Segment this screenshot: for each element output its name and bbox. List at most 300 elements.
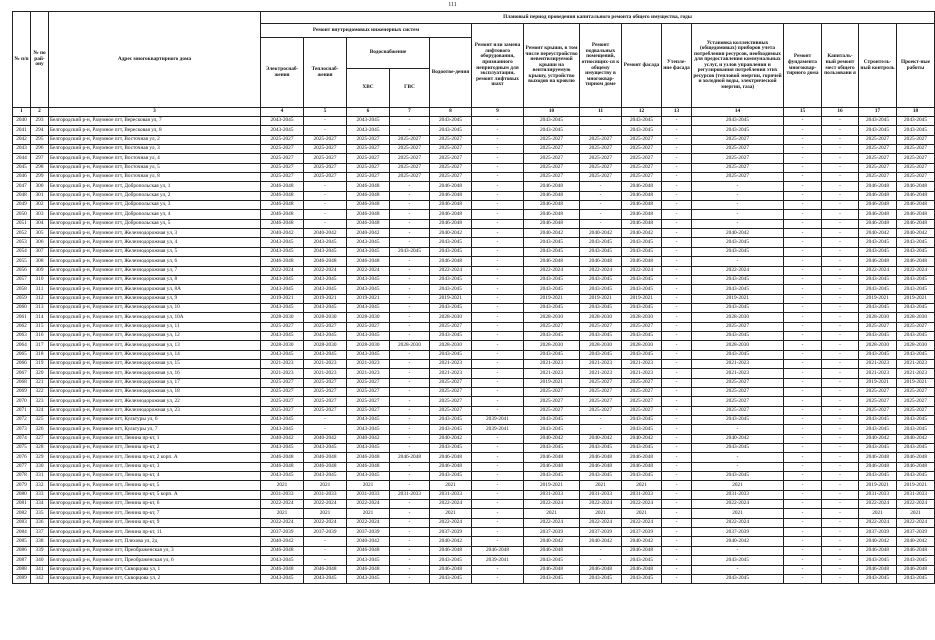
table-cell: 2025-2027 <box>622 387 662 396</box>
table-cell: 2021-2023 <box>261 369 304 378</box>
address-cell: Белгородский р-н, Разумное пгт, Восточная ул, 2 <box>49 135 261 144</box>
table-cell: 2040-2042 <box>430 229 472 238</box>
header-vodootvedenie: Водоотве-дения <box>430 38 472 108</box>
table-cell: 2028-2030 <box>304 313 347 322</box>
table-cell: 2025-2027 <box>261 322 304 331</box>
table-cell: - <box>784 238 822 247</box>
table-cell: - <box>822 238 859 247</box>
table-cell: 2025-2027 <box>347 173 390 182</box>
table-cell: 293 <box>31 117 49 126</box>
table-row <box>13 481 935 490</box>
table-cell: 2025-2027 <box>580 378 622 387</box>
table-cell: - <box>662 210 692 219</box>
table-cell: - <box>472 313 524 322</box>
table-cell: - <box>784 163 822 172</box>
table-cell: 2051 <box>13 219 31 228</box>
table-cell: 2067 <box>13 369 31 378</box>
table-row <box>13 528 935 537</box>
table-cell: 2025-2027 <box>897 397 935 406</box>
table-cell: 2019-2021 <box>347 294 390 303</box>
table-cell: 2043-2045 <box>897 472 935 481</box>
table-cell: 2046-2048 <box>347 453 390 462</box>
table-cell: 2025-2027 <box>430 145 472 154</box>
table-cell: 2025-2027 <box>430 378 472 387</box>
table-cell: 2025-2027 <box>347 378 390 387</box>
address-cell: Белгородский р-н, Разумное пгт, Ленина пр-кт, 3 <box>49 462 261 471</box>
table-cell: - <box>784 528 822 537</box>
table-cell: - <box>784 537 822 546</box>
table-cell: 2043-2045 <box>390 247 430 256</box>
table-cell: 2022-2024 <box>524 500 580 509</box>
table-cell: - <box>662 219 692 228</box>
table-cell: 2046-2048 <box>622 453 662 462</box>
table-cell: 2022-2024 <box>580 518 622 527</box>
table-cell: - <box>784 266 822 275</box>
table-cell: 2019-2021 <box>859 481 897 490</box>
table-cell: 2043-2045 <box>261 444 304 453</box>
table-cell: 316 <box>31 331 49 340</box>
table-cell: 2040-2042 <box>622 537 662 546</box>
table-cell: 2031-2033 <box>859 490 897 499</box>
table-cell: 2043-2045 <box>304 247 347 256</box>
table-cell: 2078 <box>13 472 31 481</box>
header-meters: Установка коллективных (общедомовых) приборов учета потребления ресурсов, необходимых для предоставления коммунальных услуг, и узлов управления и регулирования потребления этих ресурсов (тепловой энергии, горячей и холодной воды, электрической энергии, газа) <box>692 24 784 108</box>
table-cell: - <box>472 378 524 387</box>
table-row <box>13 294 935 303</box>
table-cell: 2043-2045 <box>430 416 472 425</box>
table-cell: 2043-2045 <box>622 247 662 256</box>
address-cell: Белгородский р-н, Разумное пгт, Ленина пр-кт, 4 <box>49 472 261 481</box>
table-cell: - <box>472 182 524 191</box>
table-cell: 2045 <box>13 163 31 172</box>
table-cell: - <box>472 331 524 340</box>
table-cell: - <box>784 117 822 126</box>
table-row <box>13 191 935 200</box>
table-cell: 2028-2030 <box>897 313 935 322</box>
table-cell: 2028-2030 <box>692 341 784 350</box>
table-row <box>13 285 935 294</box>
table-cell: 2040-2042 <box>524 229 580 238</box>
table-cell: 2046-2048 <box>347 219 390 228</box>
table-cell: 2039-2041 <box>472 416 524 425</box>
header-gvs: ГВС <box>390 69 430 108</box>
table-cell: 2025-2027 <box>304 322 347 331</box>
table-cell: 2043-2045 <box>347 425 390 434</box>
table-cell: 2022-2024 <box>347 500 390 509</box>
table-cell: 2043-2045 <box>622 117 662 126</box>
table-cell: 2043-2045 <box>622 285 662 294</box>
table-cell: 2019-2021 <box>524 294 580 303</box>
table-cell: 2025-2027 <box>390 173 430 182</box>
column-number: 5 <box>304 108 347 117</box>
table-cell: 338 <box>31 537 49 546</box>
table-cell: - <box>784 416 822 425</box>
table-cell: - <box>822 378 859 387</box>
table-cell: - <box>472 275 524 284</box>
table-cell: 2046-2048 <box>304 565 347 574</box>
table-cell: 2046-2048 <box>430 546 472 555</box>
table-cell: 2043-2045 <box>430 472 472 481</box>
table-cell: 2022-2024 <box>524 518 580 527</box>
table-cell: 2043-2045 <box>261 574 304 583</box>
table-cell: - <box>472 369 524 378</box>
table-cell: 2025-2027 <box>859 387 897 396</box>
table-cell: - <box>822 574 859 583</box>
table-cell: - <box>390 294 430 303</box>
table-cell: - <box>822 565 859 574</box>
table-cell: - <box>390 201 430 210</box>
table-cell: 2022-2024 <box>692 500 784 509</box>
table-cell: 2046-2048 <box>347 462 390 471</box>
table-cell: 2040-2042 <box>897 434 935 443</box>
table-cell: 2059 <box>13 294 31 303</box>
table-cell: - <box>692 462 784 471</box>
table-cell: - <box>822 275 859 284</box>
table-cell: 2046-2048 <box>430 565 472 574</box>
table-cell: 307 <box>31 247 49 256</box>
table-cell: 2040-2042 <box>347 434 390 443</box>
table-cell: - <box>784 145 822 154</box>
table-cell: 2046-2048 <box>261 462 304 471</box>
table-cell: 2025-2027 <box>347 406 390 415</box>
table-row <box>13 275 935 284</box>
table-cell: 2043-2045 <box>692 472 784 481</box>
table-cell: 2021 <box>304 481 347 490</box>
table-cell: 2043-2045 <box>347 275 390 284</box>
table-cell: - <box>580 219 622 228</box>
table-cell: 2021-2023 <box>304 369 347 378</box>
table-cell: 2065 <box>13 350 31 359</box>
table-cell: 2046-2048 <box>524 565 580 574</box>
table-cell: 2046-2048 <box>897 565 935 574</box>
table-cell: - <box>662 201 692 210</box>
table-cell: - <box>662 294 692 303</box>
table-cell: - <box>580 201 622 210</box>
table-cell: 2043-2045 <box>580 285 622 294</box>
table-cell: - <box>822 434 859 443</box>
table-cell: - <box>822 117 859 126</box>
table-cell: - <box>662 117 692 126</box>
address-cell: Белгородский р-н, Разумное пгт, Ленина пр-кт, 2 <box>49 444 261 453</box>
table-cell: - <box>822 145 859 154</box>
table-cell: 2061 <box>13 313 31 322</box>
table-cell: - <box>692 182 784 191</box>
table-row <box>13 574 935 583</box>
table-cell: 2025-2027 <box>261 397 304 406</box>
table-cell: 2025-2027 <box>524 387 580 396</box>
table-cell: 2025-2027 <box>524 145 580 154</box>
table-cell: 2043-2045 <box>524 303 580 312</box>
table-row <box>13 350 935 359</box>
table-cell: 342 <box>31 574 49 583</box>
table-cell: 2028-2030 <box>390 341 430 350</box>
table-cell: - <box>822 219 859 228</box>
table-cell: 2043-2045 <box>347 126 390 135</box>
table-cell: - <box>304 556 347 565</box>
table-cell: 2040-2042 <box>622 229 662 238</box>
table-cell: 2021 <box>580 509 622 518</box>
table-cell: - <box>472 509 524 518</box>
table-cell: 2025-2027 <box>580 406 622 415</box>
table-cell: 2043-2045 <box>524 425 580 434</box>
table-cell: 2072 <box>13 416 31 425</box>
table-cell: 2021 <box>692 509 784 518</box>
table-cell: - <box>784 406 822 415</box>
table-cell: 2025-2027 <box>430 406 472 415</box>
header-design: Проект-ные работы <box>897 24 935 108</box>
table-cell: 2043-2045 <box>859 126 897 135</box>
table-cell: 2021-2023 <box>347 359 390 368</box>
address-cell: Белгородский р-н, Разумное пгт, Железнодорожная ул, 16 <box>49 369 261 378</box>
table-cell: - <box>822 425 859 434</box>
table-cell: - <box>580 425 622 434</box>
table-cell: 2043-2045 <box>859 331 897 340</box>
table-cell: 2046-2048 <box>524 191 580 200</box>
table-cell: 2025-2027 <box>524 322 580 331</box>
table-cell: 2043 <box>13 145 31 154</box>
table-cell: 2046-2048 <box>430 462 472 471</box>
table-cell: 2022-2024 <box>580 500 622 509</box>
address-cell: Белгородский р-н, Разумное пгт, Скворцова ул, 2 <box>49 574 261 583</box>
table-cell: 2046-2048 <box>524 453 580 462</box>
address-cell: Белгородский р-н, Разумное пгт, Железнодорожная ул, 17 <box>49 378 261 387</box>
table-cell: 2025-2027 <box>622 378 662 387</box>
table-cell: - <box>390 313 430 322</box>
table-cell: - <box>390 285 430 294</box>
table-cell: 2043-2045 <box>524 472 580 481</box>
table-cell: - <box>784 472 822 481</box>
table-cell: 2043-2045 <box>692 117 784 126</box>
table-cell: 2043-2045 <box>580 350 622 359</box>
table-cell: 321 <box>31 378 49 387</box>
table-cell: 2021 <box>347 509 390 518</box>
table-cell: - <box>580 416 622 425</box>
table-header <box>13 12 935 117</box>
table-cell: - <box>662 556 692 565</box>
table-cell: - <box>822 481 859 490</box>
table-cell: - <box>822 229 859 238</box>
table-cell: 296 <box>31 145 49 154</box>
table-cell: 2049 <box>13 201 31 210</box>
table-cell: 2028-2030 <box>524 313 580 322</box>
table-cell: 2046-2048 <box>859 210 897 219</box>
table-cell: - <box>662 257 692 266</box>
table-row <box>13 434 935 443</box>
table-row <box>13 247 935 256</box>
table-cell: 2031-2033 <box>347 490 390 499</box>
table-cell: 2022-2024 <box>692 518 784 527</box>
table-cell: - <box>390 219 430 228</box>
table-cell: 2043-2045 <box>622 574 662 583</box>
table-cell: 2022-2024 <box>347 518 390 527</box>
table-cell: 2046-2048 <box>859 182 897 191</box>
table-cell: 2025-2027 <box>430 135 472 144</box>
table-cell: 2031-2033 <box>580 490 622 499</box>
address-cell: Белгородский р-н, Разумное пгт, Преображенская ул, 3 <box>49 546 261 555</box>
table-cell: 2025-2027 <box>692 163 784 172</box>
table-cell: 2021-2023 <box>897 369 935 378</box>
table-cell: 2025-2027 <box>347 322 390 331</box>
table-cell: - <box>662 341 692 350</box>
table-cell: - <box>822 387 859 396</box>
table-cell: 2066 <box>13 359 31 368</box>
table-cell: 314 <box>31 313 49 322</box>
table-cell: 2025-2027 <box>580 163 622 172</box>
table-cell: 2084 <box>13 528 31 537</box>
table-cell: 2040-2042 <box>347 537 390 546</box>
table-cell: 2022-2024 <box>622 266 662 275</box>
table-cell: 2021-2023 <box>622 359 662 368</box>
table-cell: 322 <box>31 387 49 396</box>
table-cell: 2022-2024 <box>261 518 304 527</box>
table-cell: - <box>822 509 859 518</box>
table-cell: - <box>662 163 692 172</box>
table-cell: 2025-2027 <box>347 387 390 396</box>
table-cell: 2025-2027 <box>304 173 347 182</box>
table-cell: 2025-2027 <box>261 387 304 396</box>
table-cell: - <box>822 210 859 219</box>
column-number: 1 <box>13 108 31 117</box>
address-cell: Белгородский р-н, Разумное пгт, Ленина пр-кт, 1 <box>49 434 261 443</box>
column-number: 17 <box>859 108 897 117</box>
table-cell: - <box>472 565 524 574</box>
table-cell: - <box>472 490 524 499</box>
table-cell: 2025-2027 <box>897 135 935 144</box>
table-cell: - <box>304 191 347 200</box>
table-cell: 2021-2023 <box>261 359 304 368</box>
table-cell: 2021-2023 <box>524 369 580 378</box>
table-cell: 2043-2045 <box>261 556 304 565</box>
address-cell: Белгородский р-н, Разумное пгт, Добропольская ул, 2 <box>49 191 261 200</box>
table-cell: 2025-2027 <box>622 173 662 182</box>
table-cell: - <box>390 444 430 453</box>
table-cell: 2043-2045 <box>897 444 935 453</box>
table-cell: - <box>784 350 822 359</box>
table-cell: 2086 <box>13 546 31 555</box>
table-row <box>13 378 935 387</box>
table-cell: 2046-2048 <box>622 182 662 191</box>
table-cell: 2068 <box>13 378 31 387</box>
address-cell: Белгородский р-н, Разумное пгт, Железнодорожная ул, 8А <box>49 285 261 294</box>
table-cell: 2046-2048 <box>859 462 897 471</box>
table-cell: 2025-2027 <box>261 406 304 415</box>
table-cell: 2047 <box>13 182 31 191</box>
address-cell: Белгородский р-н, Разумное пгт, Вересковая ул, 8 <box>49 126 261 135</box>
table-cell: 341 <box>31 565 49 574</box>
table-cell: 298 <box>31 163 49 172</box>
table-cell: 2046-2048 <box>347 191 390 200</box>
table-cell: 2031-2033 <box>261 490 304 499</box>
table-cell: - <box>822 444 859 453</box>
table-cell: - <box>662 500 692 509</box>
table-cell: 2076 <box>13 453 31 462</box>
table-cell: 2043-2045 <box>897 416 935 425</box>
table-cell: 2043-2045 <box>580 238 622 247</box>
table-cell: - <box>390 509 430 518</box>
table-row <box>13 341 935 350</box>
table-cell: 2046-2048 <box>859 565 897 574</box>
table-cell: - <box>390 556 430 565</box>
table-cell: - <box>662 322 692 331</box>
header-facade: Ремонт фасада <box>622 24 662 108</box>
table-row <box>13 490 935 499</box>
table-cell: 334 <box>31 500 49 509</box>
table-cell: 2031-2033 <box>622 490 662 499</box>
table-cell: 2028-2030 <box>524 341 580 350</box>
table-cell: 2025-2027 <box>304 154 347 163</box>
table-cell: 2046-2048 <box>622 462 662 471</box>
table-cell: 2025-2027 <box>304 406 347 415</box>
table-cell: 2043-2045 <box>430 444 472 453</box>
table-cell: 2043-2045 <box>261 247 304 256</box>
table-cell: 2025-2027 <box>430 173 472 182</box>
table-cell: 339 <box>31 546 49 555</box>
table-cell: 308 <box>31 257 49 266</box>
table-cell: 2025-2027 <box>580 173 622 182</box>
table-cell: 2022-2024 <box>304 500 347 509</box>
address-cell: Белгородский р-н, Разумное пгт, Железнодорожная ул, 8 <box>49 275 261 284</box>
table-cell: - <box>390 266 430 275</box>
table-cell: - <box>304 201 347 210</box>
table-cell: - <box>784 490 822 499</box>
table-cell: 2048 <box>13 191 31 200</box>
table-cell: 329 <box>31 453 49 462</box>
table-cell: - <box>390 331 430 340</box>
table-cell: - <box>822 546 859 555</box>
table-cell: 2043-2045 <box>261 472 304 481</box>
table-cell: - <box>822 472 859 481</box>
header-n-pp: № п/п <box>13 12 31 108</box>
table-cell: 2028-2030 <box>622 341 662 350</box>
table-cell: 2046 <box>13 173 31 182</box>
table-cell: 2025-2027 <box>347 154 390 163</box>
table-cell: 2040-2042 <box>430 434 472 443</box>
table-cell: - <box>472 266 524 275</box>
table-cell: 2043-2045 <box>261 331 304 340</box>
table-cell: 2043-2045 <box>897 303 935 312</box>
table-cell: 2043-2045 <box>859 416 897 425</box>
address-cell: Белгородский р-н, Разумное пгт, Ленина пр-кт, 6 <box>49 500 261 509</box>
table-cell: - <box>662 145 692 154</box>
table-cell: - <box>472 163 524 172</box>
table-cell: 2043-2045 <box>897 275 935 284</box>
table-cell: - <box>784 341 822 350</box>
table-cell: 2046-2048 <box>622 565 662 574</box>
table-cell: - <box>822 528 859 537</box>
table-cell: - <box>662 135 692 144</box>
table-cell: 2043-2045 <box>622 303 662 312</box>
table-cell: 2040-2042 <box>430 537 472 546</box>
table-cell: 2025-2027 <box>524 154 580 163</box>
table-cell: 2046-2048 <box>622 219 662 228</box>
table-cell: 328 <box>31 444 49 453</box>
table-cell: 2025-2027 <box>622 322 662 331</box>
table-cell: 2021 <box>430 481 472 490</box>
table-cell: 2025-2027 <box>580 135 622 144</box>
table-cell: 2043-2045 <box>580 303 622 312</box>
address-cell: Белгородский р-н, Разумное пгт, Восточная ул, 4 <box>49 154 261 163</box>
table-cell: 2043-2045 <box>622 275 662 284</box>
table-cell: 2046-2048 <box>897 546 935 555</box>
table-cell: 2025-2027 <box>524 397 580 406</box>
table-cell: - <box>472 322 524 331</box>
table-cell: - <box>784 397 822 406</box>
table-row <box>13 406 935 415</box>
table-cell: - <box>662 518 692 527</box>
table-cell: 2021-2023 <box>622 369 662 378</box>
table-cell: 2043-2045 <box>580 275 622 284</box>
table-cell: - <box>304 126 347 135</box>
